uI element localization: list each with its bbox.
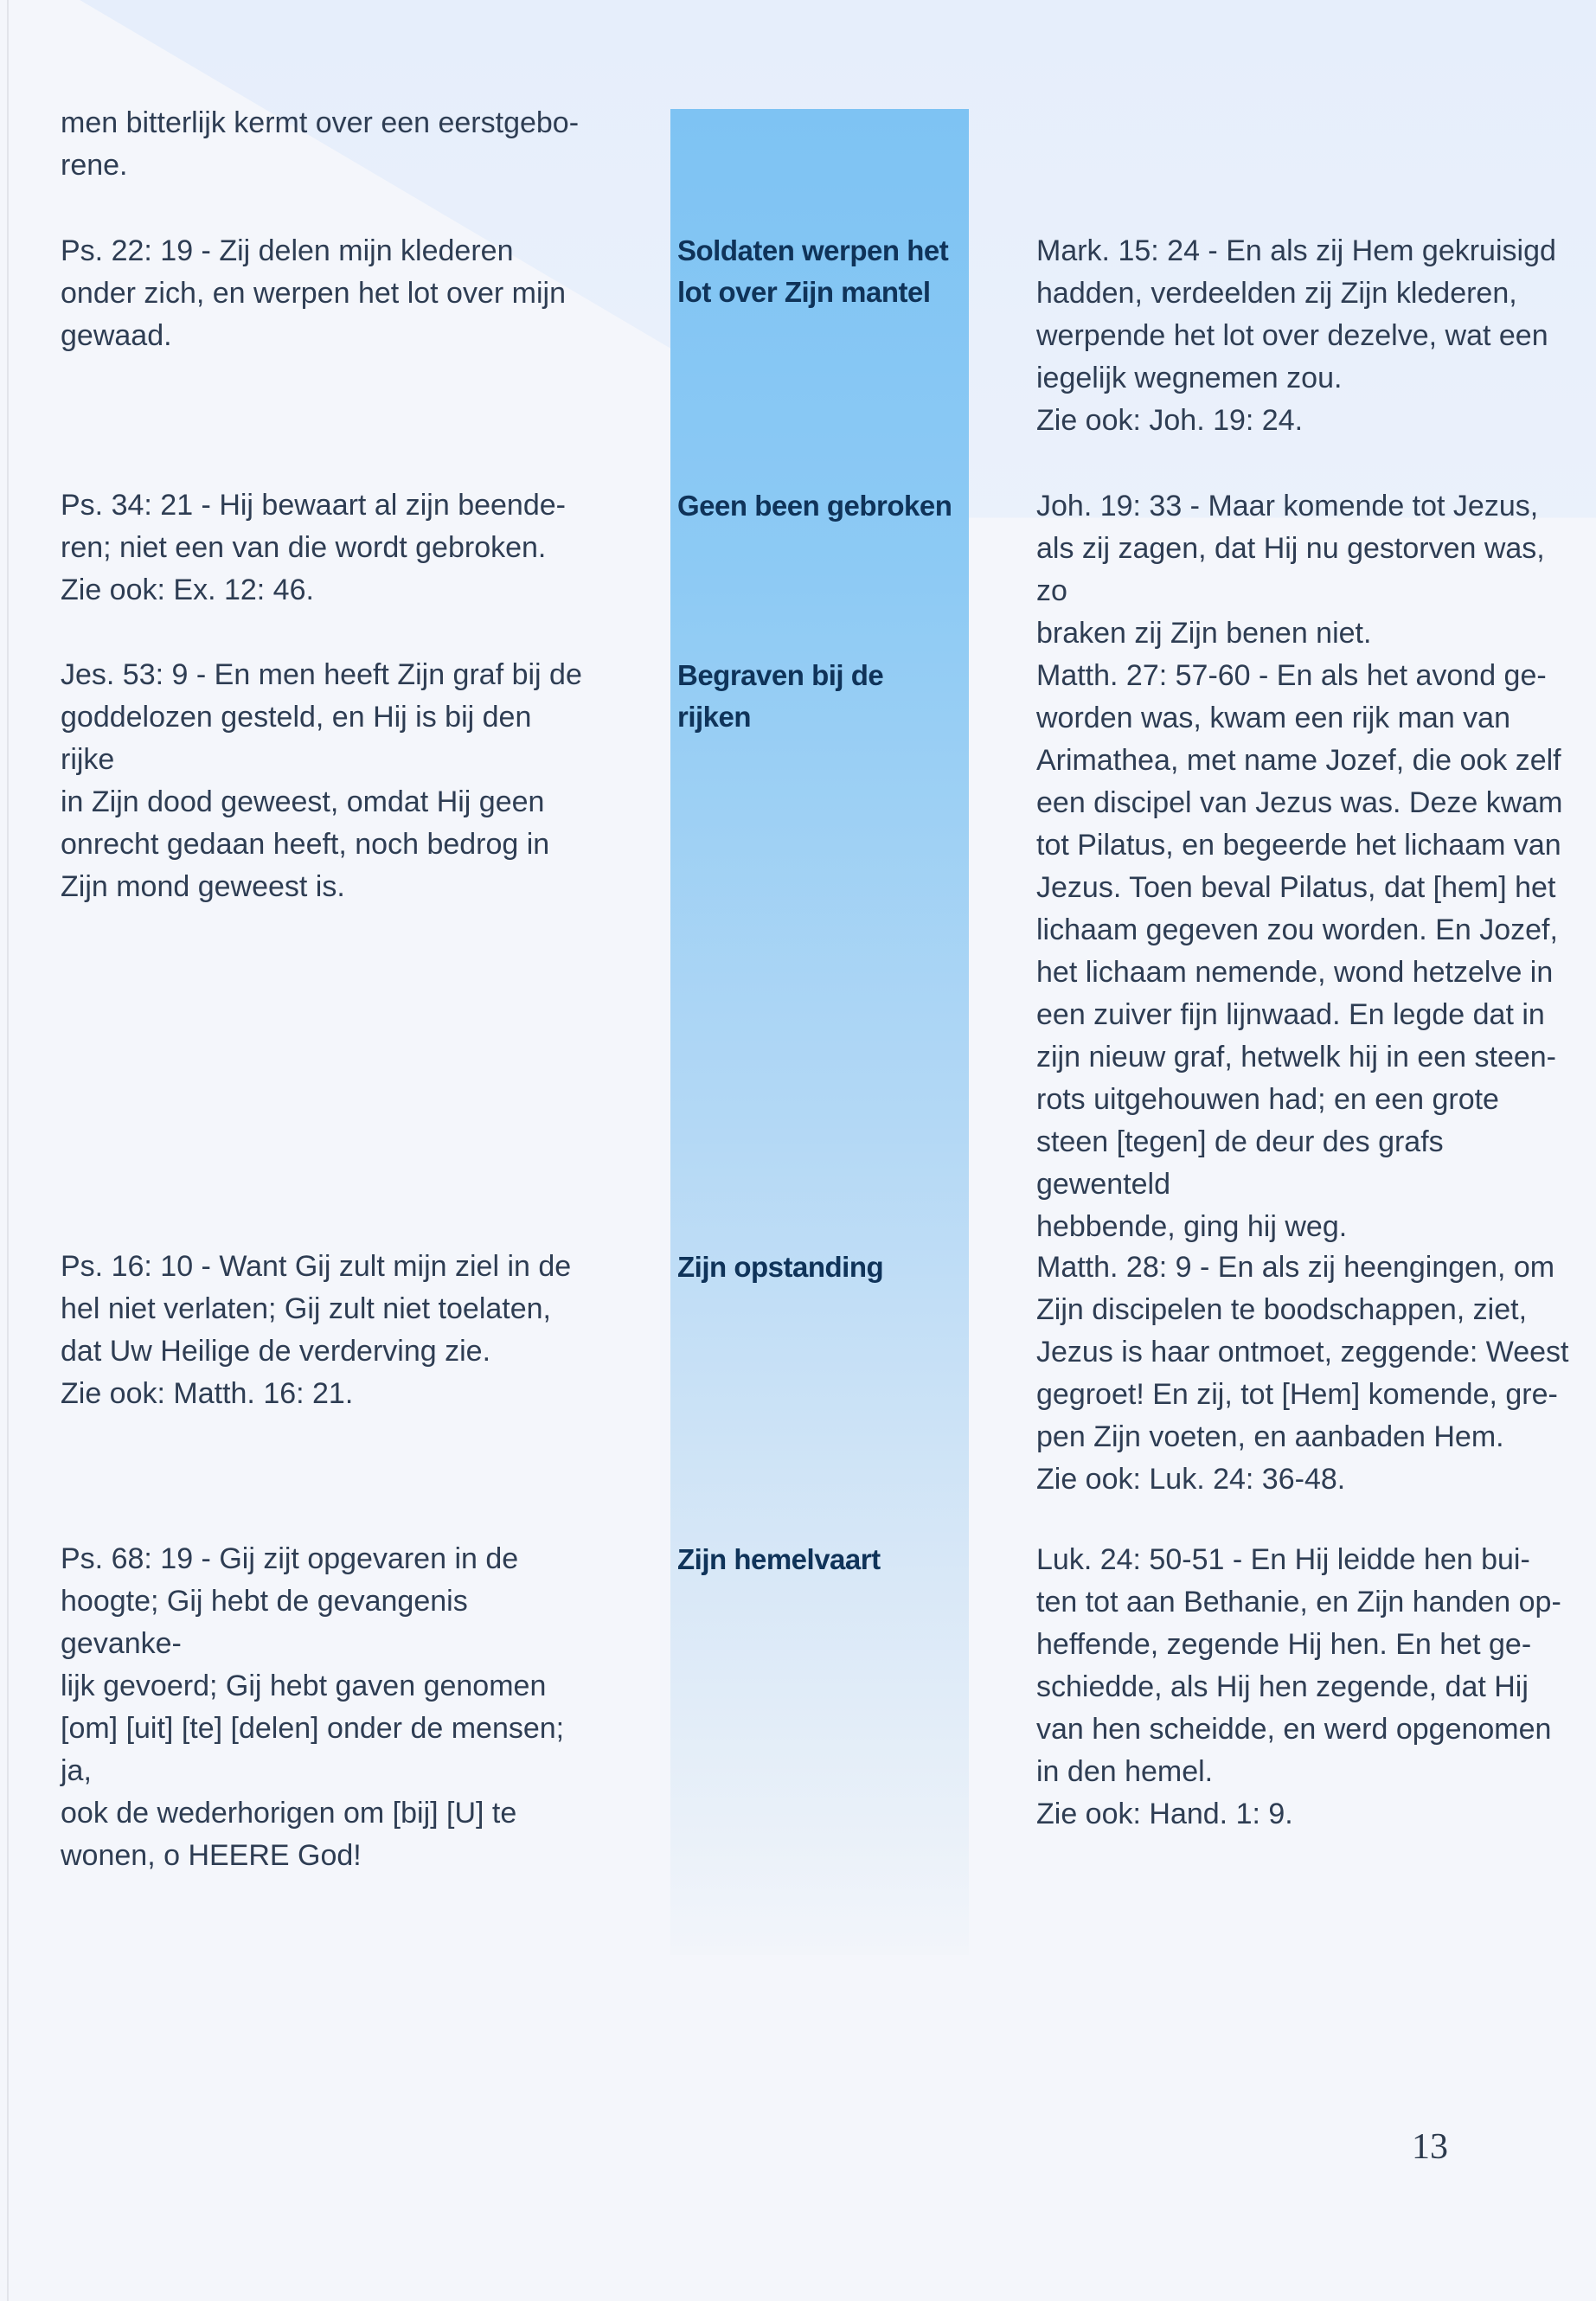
- prophecy-ps34: Ps. 34: 21 - Hij bewaart al zijn beende- ren; niet een van die wordt gebroken. Zie ook: Ex. 12: 46.: [61, 489, 566, 606]
- left-intro-text: men bitterlijk kermt over een eerstgebo- rene.: [61, 106, 580, 182]
- page-number: 13: [1412, 2127, 1448, 2167]
- center-color-band: [670, 109, 969, 1955]
- heading-geen-been: Geen been gebroken: [677, 490, 952, 522]
- fulfillment-matth28: Matth. 28: 9 - En als zij heengingen, om Zijn discipelen te boodschappen, ziet, Jezus is haar ontmoet, zeggende: Weest gegroet! En zij, tot [Hem] komende, gre- pen Zijn voeten, en aanbaden Hem. Zie ook: Luk. 24: 36-48.: [1036, 1251, 1569, 1496]
- fulfillment-matth27: Matth. 27: 57-60 - En als het avond ge- worden was, kwam een rijk man van Arimathea, met name Jozef, die ook zelf een discipel van Jezus was. Deze kwam tot Pilatus, en begeerde het lichaam van Jezus. Toen beval Pilatus, dat [hem] het lichaam gegeven zou worden. En Jozef, het lichaam nemende, wond hetzelve in een zuiver fijn lijnwaad. En legde dat in zijn nieuw graf, hetwelk hij in een steen- rots uitgehouwen had; en een grote steen [tegen] de deur des grafs gewenteld hebbende, ging hij weg.: [1036, 659, 1563, 1243]
- fulfillment-mark15: Mark. 15: 24 - En als zij Hem gekruisigd hadden, verdeelden zij Zijn klederen, werpende het lot over dezelve, wat een iegelijk wegnemen zou. Zie ook: Joh. 19: 24.: [1036, 234, 1556, 437]
- prophecy-ps68: Ps. 68: 19 - Gij zijt opgevaren in de hoogte; Gij hebt de gevangenis gevanke- lijk gevoerd; Gij hebt gaven genomen [om] [uit] [te] [delen] onder de mensen; ja, ook de wederhorigen om [bij] [U] te wonen, o HEERE God!: [61, 1542, 565, 1872]
- page-edge: [7, 0, 9, 2301]
- fulfillment-luk24: Luk. 24: 50-51 - En Hij leidde hen bui- ten tot aan Bethanie, en Zijn handen op- heffende, zegende Hij hen. En het ge- schiedde, als Hij hen zegende, dat Hij van hen scheidde, en werd opgenomen in den hemel. Zie ook: Hand. 1: 9.: [1036, 1543, 1561, 1830]
- heading-soldaten: Soldaten werpen het lot over Zijn mantel: [677, 234, 949, 308]
- heading-hemelvaart: Zijn hemelvaart: [677, 1543, 881, 1575]
- heading-begraven: Begraven bij de rijken: [677, 659, 884, 733]
- fulfillment-joh19: Joh. 19: 33 - Maar komende tot Jezus, als zij zagen, dat Hij nu gestorven was, zo braken zij Zijn benen niet.: [1036, 490, 1545, 650]
- prophecy-ps16: Ps. 16: 10 - Want Gij zult mijn ziel in de hel niet verlaten; Gij zult niet toelaten, dat Uw Heilige de verderving zie. Zie ook: Matth. 16: 21.: [61, 1250, 572, 1410]
- heading-opstanding: Zijn opstanding: [677, 1251, 884, 1283]
- prophecy-jes53: Jes. 53: 9 - En men heeft Zijn graf bij de goddelozen gesteld, en Hij is bij den rijke in Zijn dood geweest, omdat Hij geen onrecht gedaan heeft, noch bedrog in Zijn mond geweest is.: [61, 658, 582, 903]
- prophecy-ps22: Ps. 22: 19 - Zij delen mijn klederen onder zich, en werpen het lot over mijn gewaad.: [61, 234, 566, 352]
